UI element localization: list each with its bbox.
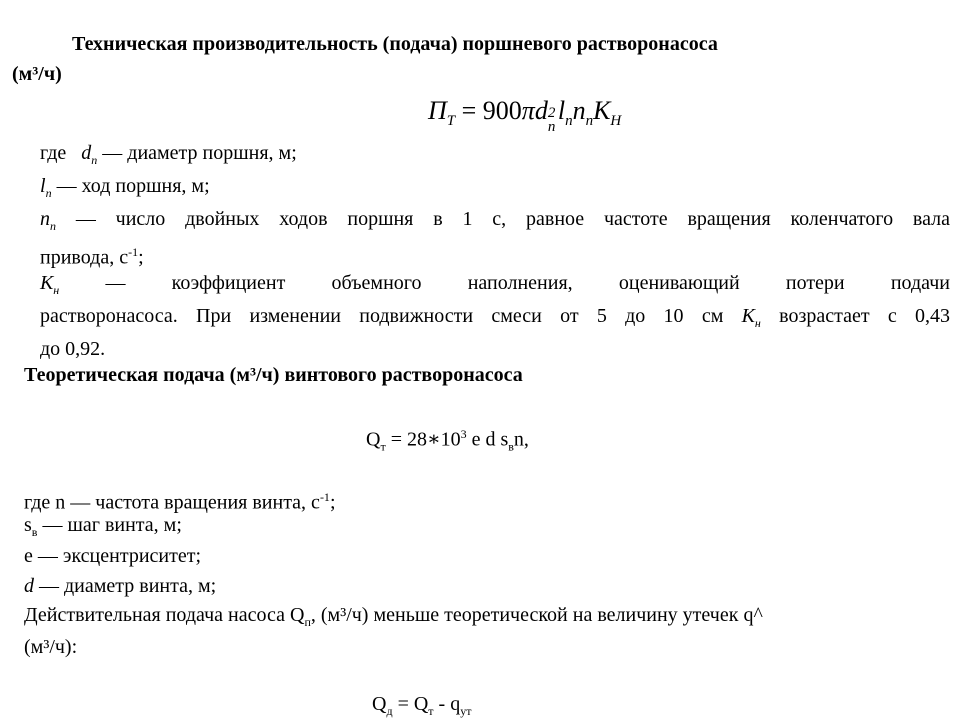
def-d-text: — диаметр поршня, м; <box>97 142 297 164</box>
formula-piston-k-sub: Н <box>610 113 622 129</box>
def-screw-actual-text-end: , (м³/ч) меньше теоретической на величину утечек q^ <box>310 604 763 626</box>
formula-screw <box>366 422 529 459</box>
formula-screw-exp: 3 <box>460 427 467 441</box>
def-n-text-line2: привода, с <box>40 246 129 269</box>
def-screw-actual <box>24 603 763 634</box>
formula-piston-d: d <box>534 96 548 125</box>
def-screw-speed <box>24 485 336 515</box>
def-screw-eccentricity <box>24 544 201 568</box>
def-screw-actual-sub: п <box>304 615 311 629</box>
def-screw-diameter-symbol: d <box>24 575 34 597</box>
formula-actual <box>372 692 471 723</box>
def-k-sub: н <box>53 283 60 297</box>
def-piston-coef-line3 <box>40 333 950 366</box>
section-title-piston-unit-text: (м³/ч) <box>12 63 62 85</box>
formula-piston-eq: = 900 <box>455 96 522 125</box>
formula-screw-q: Q <box>366 428 381 451</box>
def-n-text-line1: — число двойных ходов поршня в 1 с, равное частоте вращения коленчатого вала <box>56 208 950 230</box>
def-screw-actual-text: Действительная подача насоса Q <box>24 604 305 626</box>
def-screw-eccentricity-text: е — эксцентриситет; <box>24 545 202 567</box>
def-n-sub: п <box>50 219 56 233</box>
def-k-text-line2-sub: н <box>754 316 761 330</box>
formula-screw-coef: = 28∗10 <box>385 428 461 451</box>
section-title-piston-unit <box>12 62 62 86</box>
def-screw-pitch-text: — шаг винта, м; <box>37 514 182 536</box>
formula-piston-lhs-sub: Т <box>446 113 456 129</box>
formula-piston-k: K <box>593 96 611 125</box>
def-where-label: где <box>40 142 67 164</box>
formula-piston-l-sub: п <box>565 113 573 129</box>
section-title-piston-text: Техническая производительность (подача) поршневого растворонасоса <box>72 33 718 55</box>
def-k-text-line2-symbol: К <box>741 305 755 327</box>
def-k-symbol: К <box>40 272 54 294</box>
formula-actual-q2-sub: т <box>428 704 434 718</box>
def-screw-speed-sup: -1 <box>319 490 330 504</box>
def-n-text-line2-sup: -1 <box>128 245 139 259</box>
def-screw-speed-text: где n — частота вращения винта, с <box>24 491 320 514</box>
def-k-text-line2: растворонасоса. При изменении подвижности смеси от 5 до 10 см <box>40 305 742 327</box>
formula-piston-n: n <box>572 96 586 125</box>
def-k-text-line3: до 0,92. <box>40 338 106 360</box>
def-piston-diameter <box>40 141 297 172</box>
formula-piston <box>428 96 621 136</box>
def-screw-diameter <box>24 574 216 598</box>
def-screw-actual-unit <box>24 635 77 659</box>
section-title-piston <box>72 32 718 56</box>
def-k-text-line1: — коэффициент объемного наполнения, оценивающий потери подачи <box>59 272 950 294</box>
def-k-text-line2-end: возрастает с 0,43 <box>760 305 950 327</box>
formula-screw-q-sub: т <box>380 439 386 454</box>
section-title-screw-text: Теоретическая подача (м³/ч) винтового растворонасоса <box>24 364 523 386</box>
def-screw-actual-unit-text: (м³/ч): <box>24 636 78 658</box>
formula-piston-lhs: П <box>428 96 447 125</box>
def-n-text-line2-end: ; <box>138 246 144 269</box>
def-screw-pitch <box>24 513 182 544</box>
formula-piston-pi: π <box>521 96 535 125</box>
formula-actual-q: Q <box>372 693 387 715</box>
formula-screw-vars: e d s <box>466 428 509 451</box>
def-piston-stroke <box>40 174 210 205</box>
formula-screw-n: n, <box>513 428 529 451</box>
formula-actual-eq: = Q <box>392 693 429 715</box>
section-title-screw <box>24 363 523 387</box>
def-screw-speed-end: ; <box>329 491 336 514</box>
def-screw-pitch-symbol: s <box>24 514 32 536</box>
def-d-sub: п <box>91 153 98 167</box>
formula-piston-l: l <box>557 96 566 125</box>
def-d-symbol: d <box>81 142 92 164</box>
formula-piston-d-sup: 2 <box>547 105 556 121</box>
formula-piston-n-sub: п <box>585 113 594 129</box>
def-n-symbol: n <box>40 208 50 230</box>
formula-actual-leak-sub: ут <box>460 704 472 718</box>
def-l-symbol: l <box>40 175 46 197</box>
def-screw-diameter-text: — диаметр винта, м; <box>34 575 217 597</box>
def-screw-pitch-sub: в <box>31 525 38 539</box>
def-l-text: — ход поршня, м; <box>51 175 210 197</box>
formula-piston-d-sub: п <box>547 119 556 135</box>
formula-actual-q-sub: д <box>386 704 393 718</box>
def-l-sub: п <box>45 186 52 200</box>
formula-actual-minus: - q <box>433 693 461 715</box>
formula-screw-s-sub: в <box>508 439 514 454</box>
